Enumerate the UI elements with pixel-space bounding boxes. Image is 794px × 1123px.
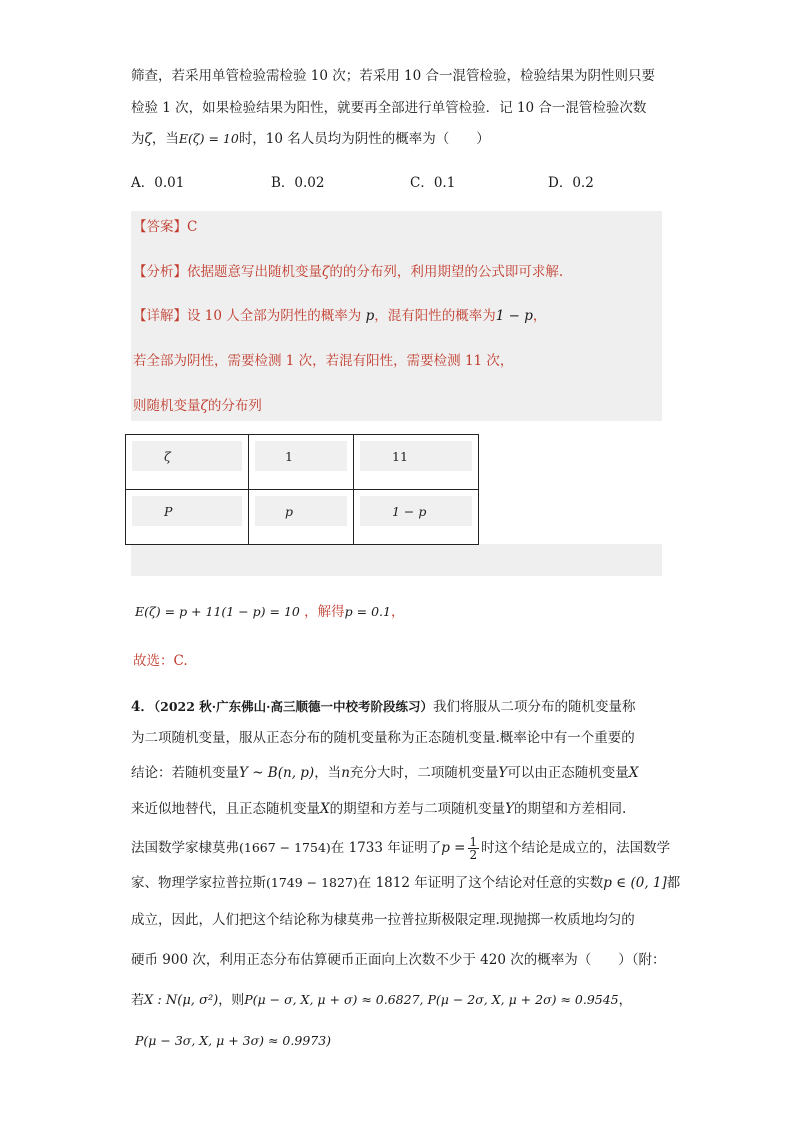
solve-end: ， xyxy=(390,604,405,620)
years-range: (1749 − 1827) xyxy=(266,875,358,890)
zeta-symbol: ζ xyxy=(200,398,208,414)
question-source: （2022 秋·广东佛山·高三顺德一中校考阶段练习） xyxy=(153,699,434,714)
question-number: 4． xyxy=(131,699,154,715)
q3-text-line-2: 检验 1 次，如果检验结果为阳性，就要再全部进行单管检验．记 10 合一混管检验次数 xyxy=(131,100,647,116)
table-cell-text: 11 xyxy=(392,449,408,464)
q4-line-10 xyxy=(135,1031,331,1051)
q4-line-8: 硬币 900 次，利用正态分布估算硬币正面向上次数不少于 420 次的概率为（ ）（附： xyxy=(131,952,666,968)
distribution-table xyxy=(125,434,479,545)
detail-line-c-part-a: 则随机变量 xyxy=(133,398,201,414)
table-cell xyxy=(126,435,249,490)
solve-value: p = 0.1 xyxy=(344,604,391,619)
q4-line-6 xyxy=(131,873,680,893)
table-cell xyxy=(354,435,479,490)
q4-line-9 xyxy=(131,990,632,1011)
option-b: B．0.02 xyxy=(271,175,325,191)
table-cell-text: P xyxy=(164,504,173,519)
q4-line-4 xyxy=(131,799,626,819)
q4-line1-rest: 我们将服从二项分布的随机变量称 xyxy=(433,699,636,715)
detail-text-a: 设 10 人全部为阴性的概率为 xyxy=(187,308,362,324)
q4-line4-part-b: 的期望和方差与二项随机变量 xyxy=(329,801,506,817)
n-symbol: n xyxy=(341,765,350,781)
q4-line3-part-a: 结论：若随机变量 xyxy=(131,765,239,781)
detail-line-c-part-b: 的分布列 xyxy=(207,398,262,414)
detail-line-c xyxy=(133,396,262,416)
probability-expression: P(μ − σ, X, μ + σ) ≈ 0.6827, P(μ − 2σ, X, μ + 2σ) ≈ 0.9545 xyxy=(244,992,619,1007)
p-symbol: p xyxy=(365,308,375,324)
q4-line3-part-c: 充分大时，二项随机变量 xyxy=(349,765,499,781)
x-symbol: X xyxy=(320,801,330,817)
expectation-equation: E(ζ) = p + 11(1 − p) = 10 xyxy=(135,604,300,619)
table-row xyxy=(126,435,479,490)
table-row xyxy=(126,490,479,545)
table-cell xyxy=(126,490,249,545)
answer-label: 【答案】 xyxy=(133,219,187,235)
expectation-expression: E(ζ) = 10 xyxy=(178,131,239,146)
option-d: D．0.2 xyxy=(548,175,594,191)
q4-line6-part-c: 都 xyxy=(666,875,681,891)
fraction-denominator: 2 xyxy=(469,848,478,862)
table-cell-text: ζ xyxy=(164,449,171,464)
probability-expression-3sigma: P(μ − 3σ, X, μ + 3σ) ≈ 0.9973) xyxy=(135,1033,332,1048)
q4-line3-part-d: 可以由正态随机变量 xyxy=(507,765,629,781)
table-cell-text: p xyxy=(285,504,294,519)
q4-line6-part-a: 家、物理学家拉普拉斯 xyxy=(131,875,266,891)
y-symbol: Y xyxy=(498,765,508,781)
q4-line5-part-c: 时这个结论是成立的，法国数学 xyxy=(481,840,671,856)
x-symbol: X xyxy=(628,765,639,781)
detail-text-d: ， xyxy=(532,308,547,324)
table-cell-text: 1 xyxy=(285,449,293,464)
q4-line4-part-c: 的期望和方差相同. xyxy=(514,801,627,817)
p-equals: p = xyxy=(441,840,466,856)
one-minus-p: 1 − p xyxy=(495,308,533,324)
detail-text-b: ，混有阳性的概率为 xyxy=(374,308,496,324)
binomial-expression: Y ~ B(n, p) xyxy=(239,765,315,781)
q4-line-5 xyxy=(131,836,670,861)
table-cell-text: 1 − p xyxy=(392,504,427,519)
q3-text-line-1: 筛查，若采用单管检验需检验 10 次；若采用 10 合一混管检验，检验结果为阴性则只要 xyxy=(131,68,656,84)
option-c: C．0.1 xyxy=(410,175,456,191)
normal-distribution: X : N(μ, σ²) xyxy=(144,993,219,1008)
analysis-label: 【分析】 xyxy=(133,264,187,280)
answer-line xyxy=(133,217,197,237)
q4-line9-part-c: ， xyxy=(618,993,632,1008)
fraction-one-half xyxy=(468,836,480,861)
q4-line9-part-a: 若 xyxy=(131,993,145,1008)
q4-line-7: 成立，因此，人们把这个结论称为棣莫弗一拉普拉斯极限定理.现抛掷一枚质地均匀的 xyxy=(131,912,635,928)
q4-line9-part-b: ，则 xyxy=(218,993,245,1008)
answer-block-background-lower xyxy=(131,544,662,576)
q4-line3-part-b: ，当 xyxy=(314,765,342,781)
detail-line-b: 若全部为阴性，需要检测 1 次，若混有阳性，需要检测 11 次， xyxy=(133,353,514,369)
analysis-text-a: 依据题意写出随机变量 xyxy=(187,264,322,280)
detail-label: 【详解】 xyxy=(133,308,187,324)
years-range: (1667 − 1754) xyxy=(239,840,331,855)
q4-line4-part-a: 来近似地替代，且正态随机变量 xyxy=(131,801,320,817)
q3-line3-part-c: 时，10 名人员均为阴性的概率为（ ） xyxy=(238,131,490,147)
q4-line-1 xyxy=(131,697,636,717)
solve-label: ，解得 xyxy=(304,604,345,620)
zeta-symbol: ζ xyxy=(322,264,330,280)
q4-line5-part-a: 法国数学家棣莫弗 xyxy=(131,840,239,856)
option-a: A．0.01 xyxy=(131,175,185,191)
q4-line6-part-b: 在 1812 年证明了这个结论对任意的实数 xyxy=(357,875,604,891)
q3-line3-part-a: 为 xyxy=(131,131,145,147)
analysis-line xyxy=(133,262,563,282)
fraction-numerator: 1 xyxy=(469,835,478,849)
choose-line: 故选：C. xyxy=(133,653,188,669)
zeta-symbol: ζ xyxy=(144,131,152,147)
y-symbol: Y xyxy=(505,801,515,817)
q4-line-2: 为二项随机变量，服从正态分布的随机变量称为正态随机变量.概率论中有一个重要的 xyxy=(131,730,635,746)
analysis-text-b: 的的分布列，利用期望的公式即可求解. xyxy=(329,264,564,280)
q4-line5-part-b: 在 1733 年证明了 xyxy=(330,840,442,856)
table-cell xyxy=(354,490,479,545)
interval-expression: p ∈ (0, 1] xyxy=(603,875,667,891)
q4-line-3 xyxy=(131,763,638,783)
table-cell xyxy=(249,490,354,545)
solution-line xyxy=(135,602,404,622)
answer-value: C xyxy=(187,219,198,235)
q3-line3-part-b: ，当 xyxy=(151,131,179,147)
table-cell xyxy=(249,435,354,490)
q3-text-line-3 xyxy=(131,129,490,149)
detail-line xyxy=(133,306,546,326)
